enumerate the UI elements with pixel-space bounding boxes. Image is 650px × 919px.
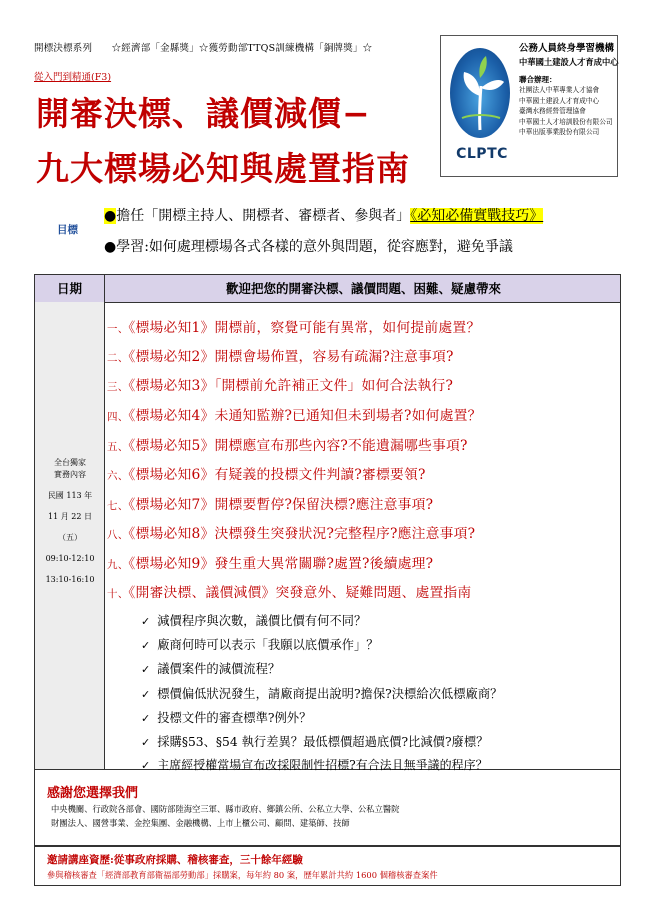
goal-item [104, 236, 513, 256]
logo-circle-icon [450, 48, 510, 138]
topic-text: 《標場必知4》未通知監辦?已通知但未到場者?如何處置？ [128, 408, 482, 424]
header-topic-cell: 歡迎把您的開審決標、議價問題、困難、疑慮帶來 [225, 281, 501, 296]
subtopic-text: 主席經授權當場宣布改採限制性招標?有合法且無爭議的程序？ [157, 758, 488, 772]
topic-text: 《標場必知1》開標前，察覺可能有異常，如何提前處置？ [128, 320, 481, 336]
subtopic-text: 廠商何時可以表示「我願以底價承作」？ [157, 638, 379, 652]
course-table [34, 274, 621, 770]
topic-item [107, 581, 471, 601]
date-year: 民國 113 年 [47, 491, 93, 500]
page-title-line1: 開審決標、議價減價− [36, 94, 371, 133]
clients-box [34, 770, 621, 846]
topic-text: 《標場必知3》「開標前允許補正文件」如何合法執行? [128, 378, 454, 394]
topic-item [107, 316, 480, 336]
topic-text: 《標場必知7》開標要暫停?保留決標?應注意事項? [128, 497, 434, 513]
topic-item [107, 522, 475, 542]
organizer-logo-box [440, 35, 618, 177]
table-header [35, 275, 620, 303]
topic-item [107, 493, 433, 513]
lecturer-experience-box [34, 846, 621, 886]
topic-text: 《標場必知9》發生重大異常關聯?處置?後續處理? [128, 556, 434, 572]
topic-number: 十、 [107, 588, 129, 600]
checkmark-icon: ✓ [141, 736, 151, 749]
topic-number: 四、 [107, 411, 129, 423]
date-column [35, 302, 105, 769]
subtopic-item [141, 659, 280, 677]
goal1-text: 擔任「開標主持人、開標者、審標者、參與者」 [116, 208, 411, 224]
date-time-afternoon: 13:10-16:10 [45, 575, 95, 584]
checkmark-icon: ✓ [141, 663, 151, 676]
subtopic-item [141, 708, 311, 726]
date-day: 11 月 22 日 [48, 512, 92, 521]
subtopic-text: 投標文件的審查標準?例外？ [157, 711, 312, 725]
checkmark-icon: ✓ [141, 639, 151, 652]
logo-org-subname: 中華國土建設人才育成中心 [519, 57, 619, 67]
topic-number: 八、 [107, 529, 129, 541]
page-title-line2: 九大標場必知與處置指南 [36, 149, 410, 188]
topic-item [107, 374, 453, 394]
topic-text: 《開審決標、議價減價》突發意外、疑難問題、處置指南 [128, 585, 472, 601]
experience-title: 邀請講座資歷:從事政府採購、稽核審查，三十餘年經驗 [47, 854, 303, 866]
goal-item [104, 205, 543, 225]
bullet-icon: ● [104, 239, 117, 255]
coorganizer-item: 中華出版事業股份有限公司 [519, 128, 600, 136]
clients-title: 感謝您選擇我們 [47, 786, 139, 801]
topic-text: 《標場必知8》決標發生突發狀況?完整程序?應注意事項? [128, 526, 476, 542]
date-time-morning: 09:10-12:10 [45, 554, 95, 563]
topic-text: 《標場必知2》開標會場佈置，容易有疏漏?注意事項? [128, 349, 454, 365]
header-date-cell: 日期 [35, 275, 105, 302]
date-weekday: （五） [58, 533, 82, 542]
coorganizer-item: 臺灣水務經營管理協會 [519, 107, 586, 115]
topic-number: 七、 [107, 500, 129, 512]
goal-label: 目標 [57, 224, 78, 236]
topic-item [107, 552, 433, 572]
subtopic-text: 減價程序與次數，議價比價有何不同？ [157, 614, 367, 628]
coorganizer-heading: 聯合辦理： [519, 75, 557, 84]
topic-number: 二、 [107, 352, 129, 364]
header-tagline: 開標決標系列 ☆經濟部「金縣獎」☆獲勞動部TTQS訓練機構「銅牌獎」☆ [34, 43, 373, 54]
topic-item [107, 434, 468, 454]
topic-number: 三、 [107, 381, 129, 393]
coorganizer-item: 中華國土建設人才育成中心 [519, 96, 600, 105]
series-label: 從入門到精通(F3) [34, 72, 112, 83]
topic-number: 五、 [107, 441, 129, 453]
experience-detail: 參與稽核審查「經濟部教育部衛福部勞動部」採購案，每年約 80 案，歷年累計共約 1600 個稽核審查案件 [47, 870, 438, 880]
clients-line: 財團法人、國營事業、金控集團、金融機構、上市上櫃公司、顧問、建築師、技師 [51, 818, 350, 828]
topic-number: 九、 [107, 559, 129, 571]
topic-number: 一、 [107, 323, 129, 335]
date-info [35, 457, 105, 595]
logo-emblem [445, 40, 515, 172]
goal2-text: 學習:如何處理標場各式各樣的意外與問題，從容應對，避免爭議 [116, 239, 513, 255]
logo-abbreviation: CLPTC [456, 146, 508, 162]
subtopic-item [141, 732, 488, 750]
coorganizer-item: 社團法人中華專業人才協會 [519, 86, 600, 94]
subtopic-item [141, 611, 366, 629]
subtopic-item [141, 635, 379, 653]
subtopic-text: 標價偏低狀況發生，請廠商提出說明?擔保?決標給次低標廠商？ [157, 687, 503, 701]
bullet-icon: ● [104, 208, 117, 224]
logo-text-block [519, 42, 617, 138]
goal1-highlight-tag: 《必知必備實戰技巧》 [410, 208, 544, 224]
subtopic-text: 採購§53、§54 執行差異？最低標價超過底價?比減價?廢標？ [157, 735, 489, 749]
sprout-icon [450, 48, 510, 138]
date-scope: 實務內容 [54, 470, 86, 479]
checkmark-icon: ✓ [141, 759, 151, 772]
checkmark-icon: ✓ [141, 688, 151, 701]
checkmark-icon: ✓ [141, 615, 151, 628]
clients-line: 中央機關、行政院各部會、國防部陸海空三軍、縣市政府、鄉鎮公所、公私立大學、公私立醫院 [51, 804, 400, 814]
topic-number: 六、 [107, 470, 129, 482]
topic-item [107, 463, 426, 483]
coorganizer-item: 中華國土人才培訓股份有限公司 [519, 117, 613, 126]
topic-text: 《標場必知6》有疑義的投標文件判讀?審標要領? [128, 467, 426, 483]
checkmark-icon: ✓ [141, 712, 151, 725]
date-scope: 全台獨家 [54, 458, 86, 467]
subtopic-item [141, 684, 502, 702]
topic-text: 《標場必知5》開標應宣布那些內容?不能遺漏哪些事項? [128, 438, 468, 454]
logo-org-name: 公務人員終身學習機構 [519, 43, 615, 54]
topic-item [107, 345, 454, 365]
topic-item [107, 404, 482, 424]
subtopic-text: 議價案件的減價流程？ [157, 662, 281, 676]
